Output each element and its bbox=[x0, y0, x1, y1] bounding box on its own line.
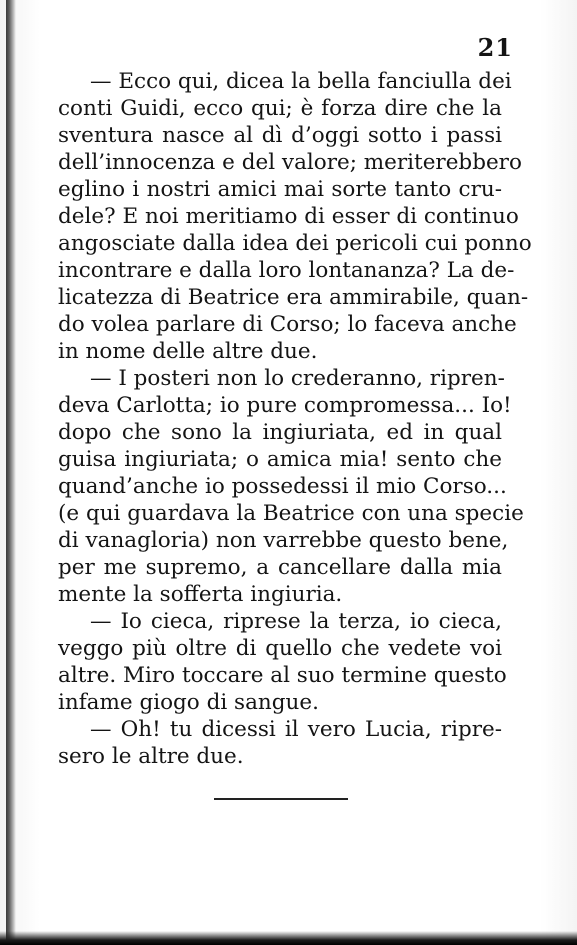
text-line: per me supremo, a cancellare dalla mia bbox=[58, 555, 502, 580]
text-line: quand’anche io possedessi il mio Corso... bbox=[58, 474, 507, 499]
text-line: altre. Miro toccare al suo termine questo bbox=[58, 663, 507, 688]
text-line: sero le altre due. bbox=[58, 744, 244, 769]
page-bottom-edge bbox=[0, 931, 577, 945]
text-line: eglino i nostri amici mai sorte tanto cru- bbox=[58, 177, 502, 202]
text-line: — I posteri non lo crederanno, ripren- bbox=[90, 366, 505, 391]
text-line: di vanagloria) non varrebbe questo bene, bbox=[58, 528, 509, 553]
text-line: infame giogo di sangue. bbox=[58, 690, 319, 715]
section-divider bbox=[214, 798, 348, 800]
page-number: 21 bbox=[477, 33, 513, 62]
text-line: dopo che sono la ingiuriata, ed in qual bbox=[58, 420, 502, 445]
text-line: angosciate dalla idea dei pericoli cui ponno bbox=[58, 231, 532, 256]
page-binding-edge bbox=[6, 0, 16, 945]
text-line: veggo più oltre di quello che vedete voi bbox=[58, 636, 502, 661]
text-line: incontrare e dalla loro lontananza? La de- bbox=[58, 258, 515, 283]
text-line: sventura nasce al dì d’oggi sotto i passi bbox=[58, 123, 502, 148]
text-line: — Io cieca, riprese la terza, io cieca, bbox=[90, 609, 502, 634]
text-line: deva Carlotta; io pure compromessa... Io! bbox=[58, 393, 512, 418]
text-line: do volea parlare di Corso; lo faceva anche bbox=[58, 312, 517, 337]
text-line: — Oh! tu dicessi il vero Lucia, ripre- bbox=[90, 717, 502, 742]
text-line: (e qui guardava la Beatrice con una specie bbox=[58, 501, 524, 526]
body-text bbox=[58, 68, 532, 770]
text-line: dele? E noi meritiamo di esser di continuo bbox=[58, 204, 519, 229]
text-line: in nome delle altre due. bbox=[58, 339, 318, 364]
text-line: dell’innocenza e del valore; meriterebbero bbox=[58, 150, 522, 175]
text-line: guisa ingiuriata; o amica mia! sento che bbox=[58, 447, 502, 472]
text-line: licatezza di Beatrice era ammirabile, quan- bbox=[58, 285, 529, 310]
text-line: conti Guidi, ecco qui; è forza dire che la bbox=[58, 96, 502, 121]
text-line: mente la sofferta ingiuria. bbox=[58, 582, 343, 607]
text-line: — Ecco qui, dicea la bella fanciulla dei bbox=[90, 69, 512, 94]
